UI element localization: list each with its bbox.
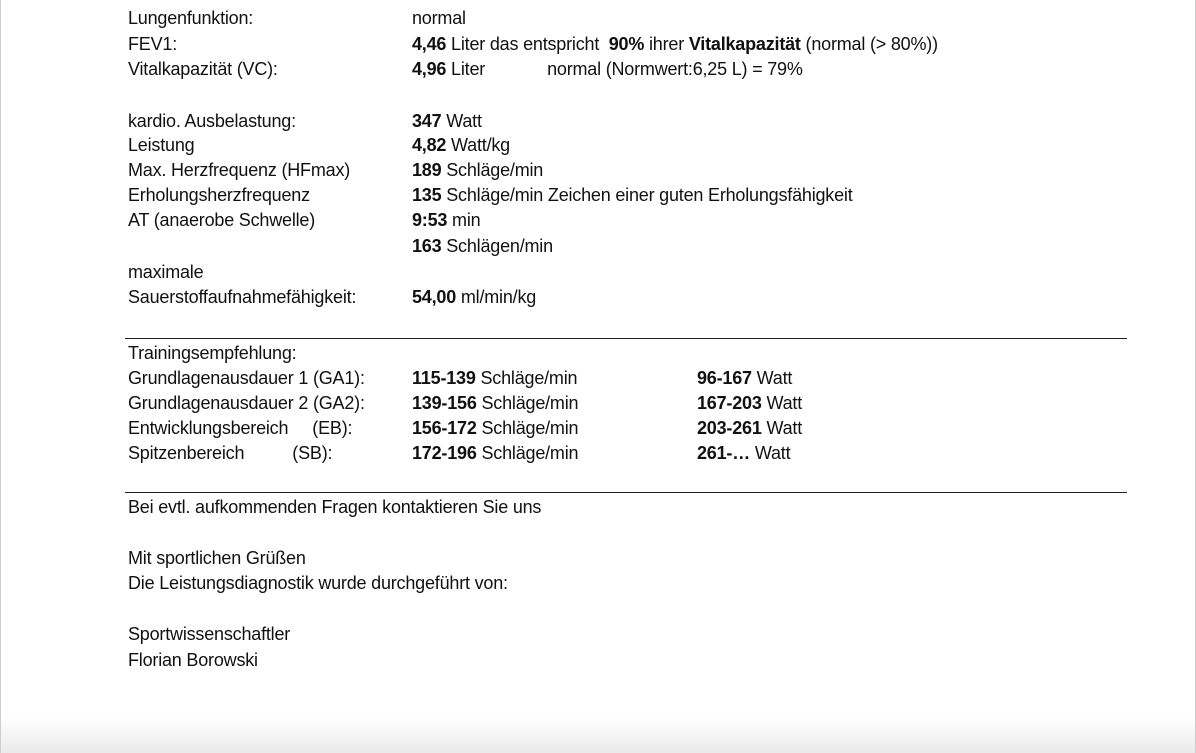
training-row-hr: 115-139 xyxy=(412,368,476,388)
fev1-value: 4,46 xyxy=(412,34,447,54)
training-heading: Trainingsempfehlung: xyxy=(128,343,297,363)
training-row-watt-group xyxy=(697,391,802,416)
hfmax-unit: Schläge/min xyxy=(446,160,544,180)
at-hr-unit: Schlägen/min xyxy=(446,236,553,256)
vo2-unit: ml/min/kg xyxy=(460,287,537,307)
fev1-label: FEV1: xyxy=(128,34,178,54)
performed-by-text: Die Leistungsdiagnostik wurde durchgeführt von: xyxy=(128,573,508,593)
leistung-label: Leistung xyxy=(128,135,195,155)
erholung-unit: Schläge/min Zeichen einer guten Erholungsfähigkeit xyxy=(446,185,853,205)
signature-name-row xyxy=(1,648,1196,673)
questions-text: Bei evtl. aufkommenden Fragen kontaktieren Sie uns xyxy=(128,497,542,517)
vc-unit: Liter xyxy=(451,59,486,79)
fev1-ihrer: ihrer xyxy=(648,34,684,54)
questions-row xyxy=(1,495,1196,520)
training-row-label: Grundlagenausdauer 1 (GA1): xyxy=(128,368,365,388)
training-row-watt-unit: Watt xyxy=(766,393,803,413)
at-time-group xyxy=(412,208,480,233)
vo2-label-line1: maximale xyxy=(128,262,204,282)
fev1-row xyxy=(1,32,1196,57)
training-row-hr-group xyxy=(412,441,578,466)
fev1-normal: (normal (> 80%)) xyxy=(805,34,938,54)
fev1-percent: 90% xyxy=(608,34,645,54)
greeting-text: Mit sportlichen Grüßen xyxy=(128,548,306,568)
erholung-value: 135 xyxy=(412,185,442,205)
training-row-label: Grundlagenausdauer 2 (GA2): xyxy=(128,393,365,413)
training-row xyxy=(1,416,1196,441)
at-hr: 163 xyxy=(412,236,442,256)
page-bottom-shadow xyxy=(1,717,1195,753)
training-row-hr-group xyxy=(412,366,577,391)
vc-row xyxy=(1,57,1196,82)
training-row-watt-group xyxy=(697,441,790,466)
training-row-label: Spitzenbereich (SB): xyxy=(128,443,333,463)
training-row-hr-group xyxy=(412,416,578,441)
lung-function-label: Lungenfunktion: xyxy=(128,8,254,28)
vo2-row xyxy=(1,285,1196,310)
signature-title: Sportwissenschaftler xyxy=(128,624,291,644)
signature-title-row xyxy=(1,622,1196,647)
training-row-watt-unit: Watt xyxy=(754,443,791,463)
performed-by-row xyxy=(1,571,1196,596)
vo2-value-group xyxy=(412,285,536,310)
vo2-label-row xyxy=(1,260,1196,285)
training-row-hr-unit: Schläge/min xyxy=(481,418,579,438)
fev1-vk-word: Vitalkapazität xyxy=(688,34,801,54)
erholung-value-group xyxy=(412,183,853,208)
training-row-watt-group xyxy=(697,366,792,391)
training-row-watt: 167-203 xyxy=(697,393,762,413)
training-row-hr-unit: Schläge/min xyxy=(481,393,579,413)
separator-bottom xyxy=(125,492,1127,493)
at-row xyxy=(1,208,1196,233)
training-heading-row xyxy=(1,341,1196,366)
at-time-unit: min xyxy=(452,210,481,230)
training-row-hr: 172-196 xyxy=(412,443,477,463)
vo2-label-line2: Sauerstoffaufnahmefähigkeit: xyxy=(128,287,357,307)
hfmax-row xyxy=(1,158,1196,183)
training-row-hr: 156-172 xyxy=(412,418,477,438)
ausbelastung-label: kardio. Ausbelastung: xyxy=(128,111,296,131)
erholung-label: Erholungsherzfrequenz xyxy=(128,185,310,205)
lung-function-row xyxy=(1,6,1196,31)
hfmax-value-group xyxy=(412,158,543,183)
greeting-row xyxy=(1,546,1196,571)
fev1-value-group xyxy=(412,32,938,57)
at-time: 9:53 xyxy=(412,210,448,230)
lung-function-value: normal xyxy=(412,8,466,28)
training-row-watt-unit: Watt xyxy=(766,418,803,438)
training-row-watt: 261-… xyxy=(697,443,751,463)
erholung-row xyxy=(1,183,1196,208)
fev1-unit-text: Liter das entspricht xyxy=(451,34,600,54)
leistung-value: 4,82 xyxy=(412,135,447,155)
leistung-value-group xyxy=(412,133,510,158)
vc-label: Vitalkapazität (VC): xyxy=(128,59,278,79)
leistung-row xyxy=(1,133,1196,158)
training-row xyxy=(1,441,1196,466)
training-row-watt-unit: Watt xyxy=(756,368,793,388)
at-label: AT (anaerobe Schwelle) xyxy=(128,210,316,230)
signature-name: Florian Borowski xyxy=(128,650,258,670)
training-row-watt: 203-261 xyxy=(697,418,762,438)
separator-top xyxy=(125,338,1127,339)
training-row-hr-group xyxy=(412,391,578,416)
leistung-unit: Watt/kg xyxy=(451,135,510,155)
vo2-value: 54,00 xyxy=(412,287,457,307)
vc-value-group xyxy=(412,57,803,82)
training-row-hr-unit: Schläge/min xyxy=(480,368,578,388)
vc-normal: normal (Normwert:6,25 L) = 79% xyxy=(547,59,803,79)
ausbelastung-value: 347 xyxy=(412,111,442,131)
ausbelastung-row xyxy=(1,109,1196,134)
hfmax-label: Max. Herzfrequenz (HFmax) xyxy=(128,160,351,180)
vc-value: 4,96 xyxy=(412,59,447,79)
training-row-label: Entwicklungsbereich (EB): xyxy=(128,418,353,438)
training-row xyxy=(1,366,1196,391)
at-hr-group xyxy=(412,234,553,259)
ausbelastung-unit: Watt xyxy=(446,111,482,131)
training-row-watt-group xyxy=(697,416,802,441)
training-row-hr-unit: Schläge/min xyxy=(481,443,579,463)
training-row xyxy=(1,391,1196,416)
hfmax-value: 189 xyxy=(412,160,442,180)
training-row-hr: 139-156 xyxy=(412,393,477,413)
ausbelastung-value-group xyxy=(412,109,482,134)
at-hr-row xyxy=(1,234,1196,259)
training-row-watt: 96-167 xyxy=(697,368,752,388)
